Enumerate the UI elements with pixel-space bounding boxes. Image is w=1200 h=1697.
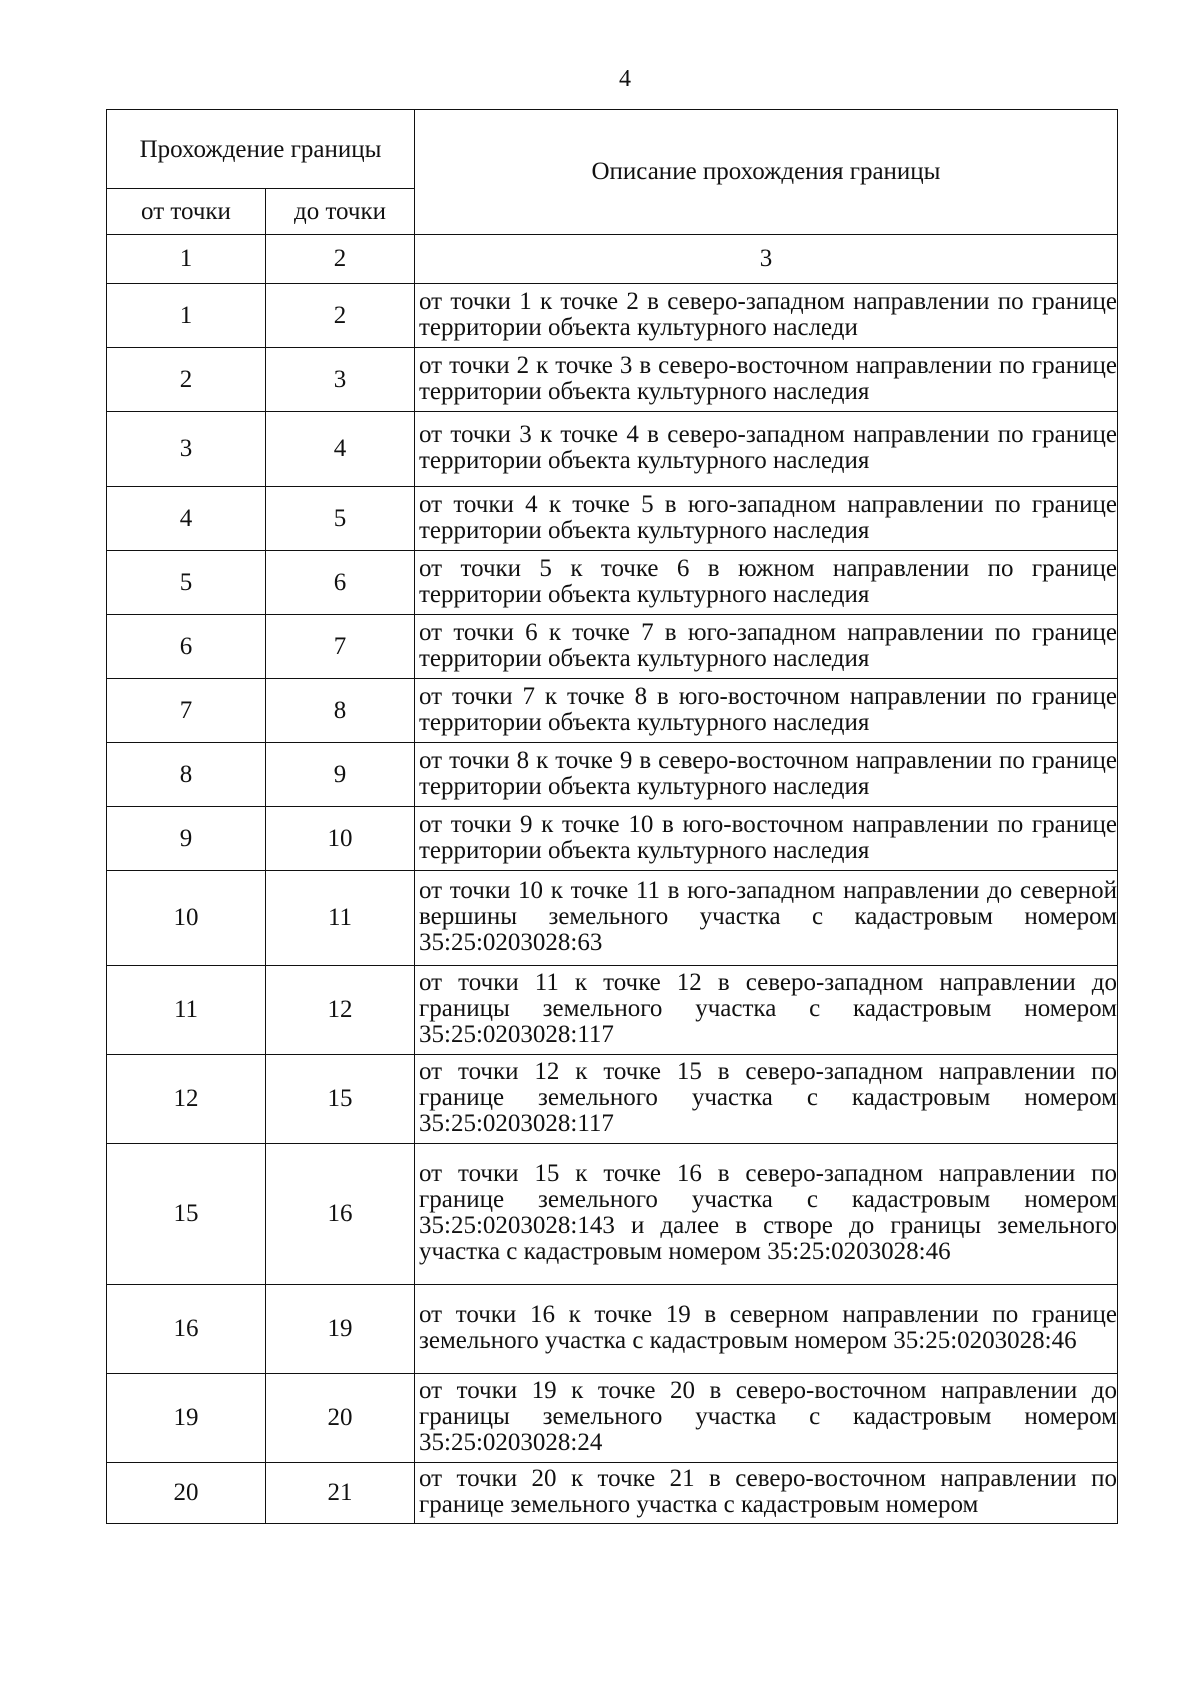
to-point-cell: 6 (266, 551, 415, 615)
from-point-cell: 10 (107, 871, 266, 966)
to-point-cell: 11 (266, 871, 415, 966)
to-point-cell: 2 (266, 284, 415, 348)
table-row (107, 871, 1118, 966)
column-number: 1 (107, 235, 266, 284)
table-row (107, 679, 1118, 743)
to-point-cell: 3 (266, 348, 415, 412)
table-row (107, 1463, 1118, 1524)
from-point-header: от точки (107, 189, 266, 235)
to-point-cell: 9 (266, 743, 415, 807)
to-point-cell: 15 (266, 1055, 415, 1144)
description-cell: от точки 19 к точке 20 в северо-восточном направлении до границы земельного участка с кадастровым номером 35:25:0203028:24 (415, 1374, 1118, 1463)
table-row (107, 412, 1118, 487)
from-point-cell: 1 (107, 284, 266, 348)
table-row (107, 807, 1118, 871)
table-row (107, 966, 1118, 1055)
description-cell: от точки 3 к точке 4 в северо-западном направлении по границе территории объекта культурного наследия (415, 412, 1118, 487)
from-point-cell: 9 (107, 807, 266, 871)
description-cell: от точки 16 к точке 19 в северном направлении по границе земельного участка с кадастровым номером 35:25:0203028:46 (415, 1285, 1118, 1374)
column-number: 2 (266, 235, 415, 284)
from-point-cell: 8 (107, 743, 266, 807)
description-cell: от точки 5 к точке 6 в южном направлении по границе территории объекта культурного наследия (415, 551, 1118, 615)
description-cell: от точки 12 к точке 15 в северо-западном направлении по границе земельного участка с кадастровым номером 35:25:0203028:117 (415, 1055, 1118, 1144)
to-point-cell: 19 (266, 1285, 415, 1374)
table-row (107, 1374, 1118, 1463)
description-cell: от точки 8 к точке 9 в северо-восточном направлении по границе территории объекта культурного наследия (415, 743, 1118, 807)
table-row (107, 551, 1118, 615)
to-point-cell: 16 (266, 1144, 415, 1285)
from-point-cell: 16 (107, 1285, 266, 1374)
from-point-cell: 12 (107, 1055, 266, 1144)
description-cell: от точки 1 к точке 2 в северо-западном направлении по границе территории объекта культурного наследи (415, 284, 1118, 348)
description-cell: от точки 20 к точке 21 в северо-восточном направлении по границе земельного участка с кадастровым номером (415, 1463, 1118, 1524)
boundary-table (106, 109, 1118, 1524)
to-point-cell: 10 (266, 807, 415, 871)
description-cell: от точки 15 к точке 16 в северо-западном направлении по границе земельного участка с кадастровым номером 35:25:0203028:143 и далее в створе до границы земельного участка с кадастровым номером 35:25:0203028:46 (415, 1144, 1118, 1285)
from-point-cell: 15 (107, 1144, 266, 1285)
column-number: 3 (415, 235, 1118, 284)
header-row (107, 110, 1118, 189)
from-point-cell: 19 (107, 1374, 266, 1463)
table-row (107, 487, 1118, 551)
table-row (107, 1285, 1118, 1374)
from-point-cell: 4 (107, 487, 266, 551)
description-cell: от точки 7 к точке 8 в юго-восточном направлении по границе территории объекта культурного наследия (415, 679, 1118, 743)
page-number: 4 (619, 66, 631, 92)
table-row (107, 615, 1118, 679)
description-header: Описание прохождения границы (415, 110, 1118, 235)
table-row (107, 743, 1118, 807)
to-point-cell: 21 (266, 1463, 415, 1524)
to-point-cell: 7 (266, 615, 415, 679)
to-point-cell: 8 (266, 679, 415, 743)
description-cell: от точки 4 к точке 5 в юго-западном направлении по границе территории объекта культурного наследия (415, 487, 1118, 551)
table-row (107, 348, 1118, 412)
from-point-cell: 7 (107, 679, 266, 743)
boundary-group-header: Прохождение границы (107, 110, 415, 189)
from-point-cell: 11 (107, 966, 266, 1055)
description-cell: от точки 2 к точке 3 в северо-восточном направлении по границе территории объекта культурного наследия (415, 348, 1118, 412)
to-point-cell: 12 (266, 966, 415, 1055)
table-row (107, 1144, 1118, 1285)
from-point-cell: 5 (107, 551, 266, 615)
from-point-cell: 20 (107, 1463, 266, 1524)
to-point-cell: 4 (266, 412, 415, 487)
to-point-cell: 5 (266, 487, 415, 551)
to-point-header: до точки (266, 189, 415, 235)
description-cell: от точки 6 к точке 7 в юго-западном направлении по границе территории объекта культурного наследия (415, 615, 1118, 679)
table-row (107, 1055, 1118, 1144)
from-point-cell: 6 (107, 615, 266, 679)
description-cell: от точки 10 к точке 11 в юго-западном направлении до северной вершины земельного участка с кадастровым номером 35:25:0203028:63 (415, 871, 1118, 966)
from-point-cell: 2 (107, 348, 266, 412)
description-cell: от точки 9 к точке 10 в юго-восточном направлении по границе территории объекта культурного наследия (415, 807, 1118, 871)
table-row (107, 284, 1118, 348)
to-point-cell: 20 (266, 1374, 415, 1463)
column-number-row (107, 235, 1118, 284)
description-cell: от точки 11 к точке 12 в северо-западном направлении до границы земельного участка с кадастровым номером 35:25:0203028:117 (415, 966, 1118, 1055)
from-point-cell: 3 (107, 412, 266, 487)
